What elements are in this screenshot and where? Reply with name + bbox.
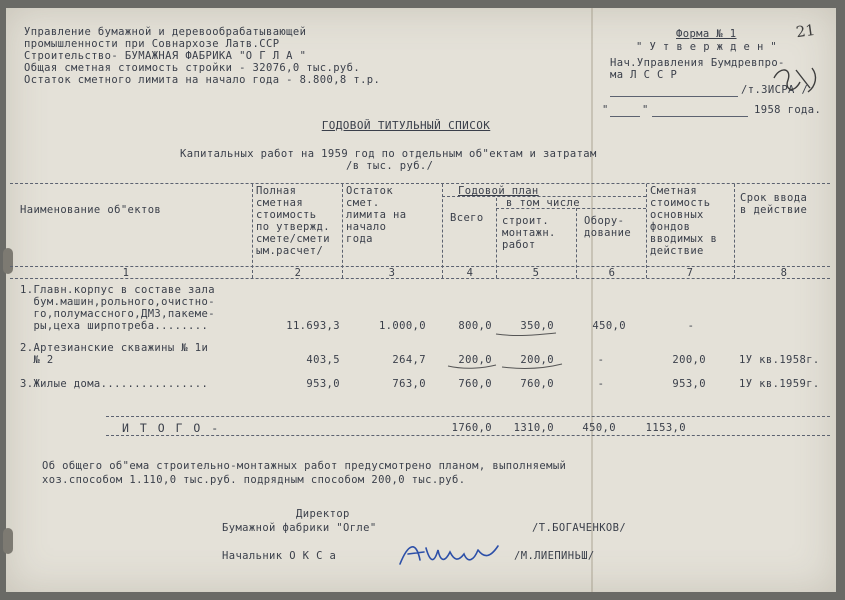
- form-label: Форма № 1: [676, 28, 737, 40]
- binder-hole-top: [3, 248, 13, 274]
- header-fixed-2: стоимость: [650, 197, 711, 209]
- header-construct-2: монтажн.: [502, 227, 556, 239]
- col-number-6: 6: [608, 267, 616, 279]
- row-2-total: 200,0: [458, 354, 492, 366]
- date-quote-1: ": [602, 104, 609, 116]
- header-construct-3: работ: [502, 239, 536, 251]
- row-3-name-line-1: 3.Жилые дома................: [20, 378, 209, 390]
- row-2-equipment: -: [597, 354, 605, 366]
- factory-label: Бумажной фабрики "Огле": [222, 522, 377, 534]
- row-2-remainder: 264,7: [392, 354, 426, 366]
- row-1-name-line-2: бум.машин,рольного,очистно-: [20, 296, 215, 308]
- date-year: 1958 года.: [754, 104, 822, 116]
- handwritten-signature-icon: [394, 534, 506, 574]
- row-3-construct: 760,0: [520, 378, 554, 390]
- col-divider-5: [576, 208, 577, 278]
- totals-fixed: 1153,0: [645, 422, 686, 434]
- row-1-total: 800,0: [458, 320, 492, 332]
- oks-label: Начальник О К С а: [222, 550, 337, 562]
- col-number-3: 3: [388, 267, 396, 279]
- row-1-name-line-3: го,полумассного,ДМЗ,пакеме-: [20, 308, 215, 320]
- col-number-5: 5: [532, 267, 540, 279]
- header-full-cost-3: стоимость: [256, 209, 317, 221]
- col-number-2: 2: [294, 267, 302, 279]
- header-remainder-1: Остаток: [346, 185, 394, 197]
- header-fixed-6: действие: [650, 245, 704, 257]
- row-1-remainder: 1.000,0: [378, 320, 426, 332]
- date-month-line: [652, 116, 748, 117]
- pencil-underlines: [436, 330, 576, 394]
- director-label: Директор: [296, 508, 350, 520]
- header-term-1: Срок ввода: [740, 192, 808, 204]
- date-quote-2: ": [642, 104, 649, 116]
- page-fold: [591, 8, 593, 592]
- document-title: ГОДОВОЙ ТИТУЛЬНЫЙ СПИСОК: [321, 119, 491, 132]
- header-equipment-1: Обору-: [584, 215, 625, 227]
- header-full-cost-2: сметная: [256, 197, 304, 209]
- row-3-total: 760,0: [458, 378, 492, 390]
- document-subtitle-2: /в тыс. руб./: [346, 160, 434, 172]
- approved-label: " У т в е р ж д е н ": [636, 41, 778, 53]
- col-divider-4: [496, 198, 497, 278]
- header-fixed-1: Сметная: [650, 185, 698, 197]
- header-remainder-2: смет.: [346, 197, 380, 209]
- row-1-equipment: 450,0: [592, 320, 626, 332]
- header-construct-1: строит.: [502, 215, 550, 227]
- row-1-name-line-4: ры,цеха ширпотреба........: [20, 320, 209, 332]
- header-plan: Годовой план: [458, 185, 539, 197]
- sheet-number-pencil: 21: [794, 20, 817, 42]
- note-line-1: Об общего об"ема строительно-монтажных работ предусмотрено планом, выполняемый: [42, 460, 567, 472]
- document-sheet: [6, 8, 836, 592]
- row-3-full-cost: 953,0: [306, 378, 340, 390]
- director-name: /Т.БОГАЧЕНКОВ/: [532, 522, 627, 534]
- col-number-1: 1: [122, 267, 130, 279]
- header-remainder-5: года: [346, 233, 373, 245]
- row-3-term: 1У кв.1959г.: [739, 378, 820, 390]
- binder-hole-bottom: [3, 528, 13, 554]
- col-divider-6: [646, 184, 647, 278]
- approver-sign-line: [610, 96, 738, 97]
- pencil-scribble-icon: [766, 60, 826, 100]
- header-full-cost-6: ым.расчет/: [256, 245, 324, 257]
- approver-name: /т.ЗИСРА /: [741, 84, 809, 96]
- approver-line-1: Нач.Управления Бумдревпро-: [610, 57, 785, 69]
- note-line-2: хоз.способом 1.110,0 тыс.руб. подрядным способом 200,0 тыс.руб.: [42, 474, 466, 486]
- row-3-remainder: 763,0: [392, 378, 426, 390]
- header-equipment-2: дование: [584, 227, 632, 239]
- row-1-construct: 350,0: [520, 320, 554, 332]
- totals-bottom-border: [106, 435, 830, 436]
- col-number-7: 7: [686, 267, 694, 279]
- header-line-3: Строительство- БУМАЖНАЯ ФАБРИКА "О Г Л А ": [24, 50, 307, 62]
- date-day-line: [610, 116, 640, 117]
- row-1-fixed: -: [687, 320, 695, 332]
- row-1-full-cost: 11.693,3: [286, 320, 340, 332]
- row-3-equipment: -: [597, 378, 605, 390]
- totals-construct: 1310,0: [513, 422, 554, 434]
- header-full-cost-4: по утвержд.: [256, 221, 330, 233]
- col-divider-3: [442, 184, 443, 278]
- totals-top-border: [106, 416, 830, 417]
- header-line-4: Общая сметная стоимость стройки - 32076,0 тыс.руб.: [24, 62, 361, 74]
- row-2-name-line-2: № 2: [20, 354, 54, 366]
- row-2-term: 1У кв.1958г.: [739, 354, 820, 366]
- header-incl: в том числе: [506, 197, 580, 209]
- header-full-cost-1: Полная: [256, 185, 297, 197]
- col-divider-1: [252, 184, 253, 278]
- col-divider-2: [342, 184, 343, 278]
- totals-total: 1760,0: [451, 422, 492, 434]
- approver-line-2: ма Л С С Р: [610, 69, 678, 81]
- totals-equipment: 450,0: [582, 422, 616, 434]
- oks-name: /М.ЛИЕПИНЬШ/: [514, 550, 595, 562]
- table-top-border: [10, 183, 830, 184]
- header-line-2: промышленности при Совнархозе Латв.ССР: [24, 38, 280, 50]
- row-2-construct: 200,0: [520, 354, 554, 366]
- col-number-4: 4: [466, 267, 474, 279]
- col-number-8: 8: [780, 267, 788, 279]
- header-full-cost-5: смете/смети: [256, 233, 330, 245]
- header-total: Всего: [450, 212, 484, 224]
- row-1-name-line-1: 1.Главн.корпус в составе зала: [20, 284, 215, 296]
- row-2-full-cost: 403,5: [306, 354, 340, 366]
- header-line-5: Остаток сметного лимита на начало года - 8.800,8 т.р.: [24, 74, 381, 86]
- header-fixed-4: фондов: [650, 221, 691, 233]
- row-3-fixed: 953,0: [672, 378, 706, 390]
- header-remainder-3: лимита на: [346, 209, 407, 221]
- header-name: Наименование об"ектов: [20, 204, 162, 216]
- header-remainder-4: начало: [346, 221, 387, 233]
- totals-label: И Т О Г О -: [122, 421, 221, 435]
- document-subtitle-1: Капитальных работ на 1959 год по отдельным об"ектам и затратам: [180, 148, 597, 160]
- header-term-2: в действие: [740, 204, 808, 216]
- header-fixed-5: вводимых в: [650, 233, 718, 245]
- header-line-1: Управление бумажной и деревообрабатывающей: [24, 26, 307, 38]
- header-fixed-3: основных: [650, 209, 704, 221]
- row-2-fixed: 200,0: [672, 354, 706, 366]
- col-divider-7: [734, 184, 735, 278]
- row-2-name-line-1: 2.Артезианские скважины № 1и: [20, 342, 209, 354]
